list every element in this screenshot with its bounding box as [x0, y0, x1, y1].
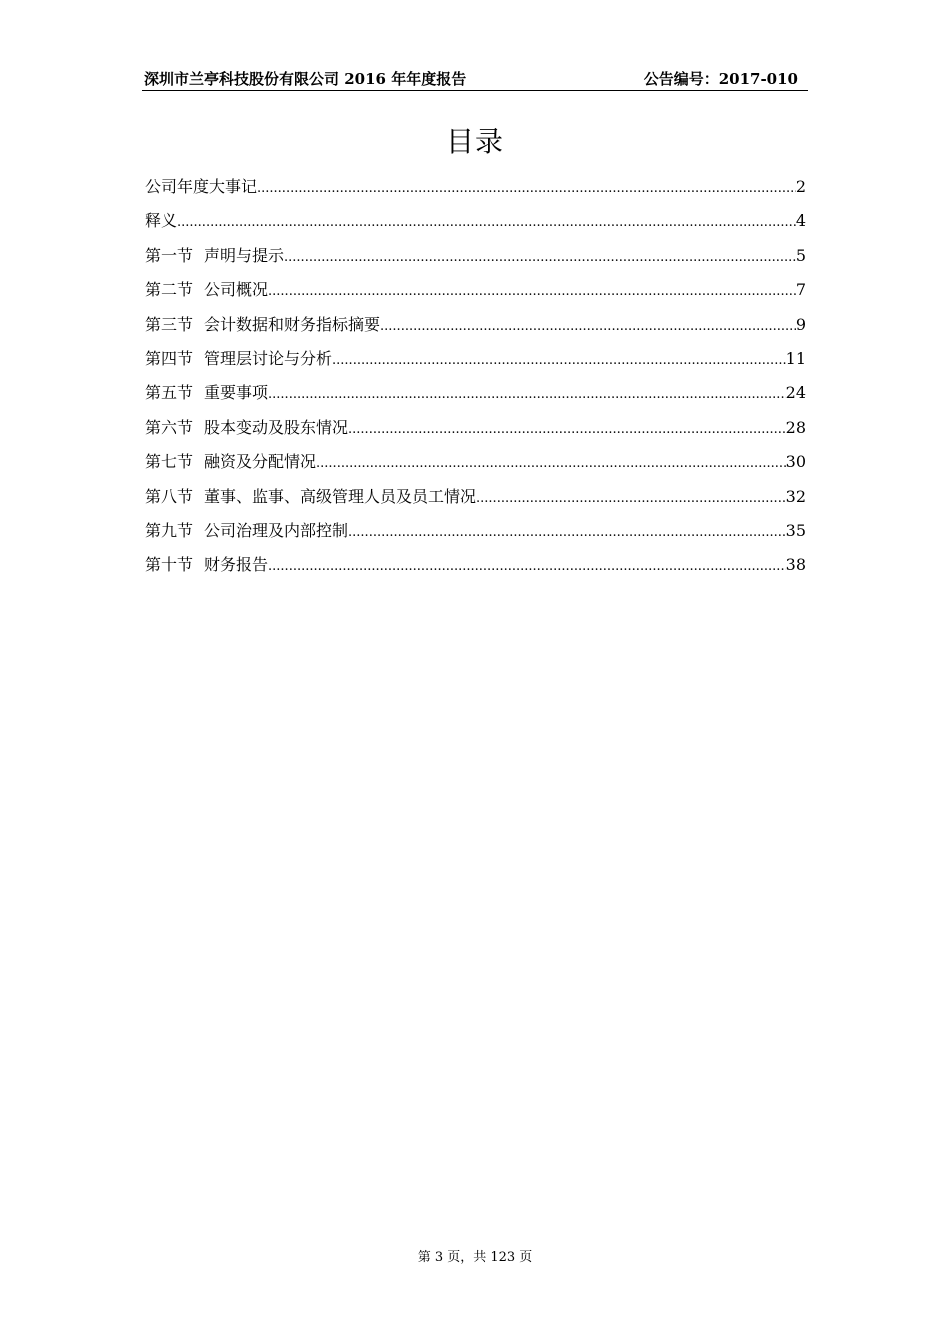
- toc-page-number: 32: [785, 486, 806, 506]
- toc-page-number: 4: [795, 211, 806, 231]
- page-footer: 第 3 页，共 123 页: [417, 1250, 533, 1265]
- toc-section-title: 公司治理及内部控制: [204, 520, 349, 540]
- toc-section-title: 声明与提示: [204, 245, 285, 265]
- toc-item-label: [145, 210, 177, 232]
- toc-leader-dots: [268, 556, 786, 578]
- announcement-number: 公告编号：2017-010: [643, 70, 798, 88]
- toc-item-label: [145, 486, 476, 508]
- toc-leader-dots: [348, 419, 786, 441]
- toc-section-number: 第八节: [145, 486, 194, 506]
- toc-item-label: [145, 382, 268, 404]
- toc-item[interactable]: [145, 382, 806, 416]
- toc-leader-dots: [284, 247, 796, 269]
- toc-page-number: 11: [785, 348, 806, 368]
- toc-item-label: [145, 451, 316, 473]
- toc-page-number: 35: [785, 520, 806, 540]
- table-of-contents: [145, 176, 806, 589]
- toc-item[interactable]: [145, 554, 806, 588]
- toc-item-label: [145, 176, 257, 198]
- toc-item-label: [145, 417, 348, 439]
- toc-section-number: 第三节: [145, 314, 194, 334]
- report-title: 深圳市兰亭科技股份有限公司 2016 年年度报告: [144, 70, 467, 88]
- toc-section-title: 释义: [145, 211, 178, 231]
- toc-item[interactable]: [145, 210, 806, 244]
- toc-item-label: [145, 554, 268, 576]
- toc-section-number: 第二节: [145, 280, 194, 300]
- toc-leader-dots: [268, 384, 786, 406]
- toc-page-number: 30: [785, 452, 806, 472]
- toc-page-number: 38: [785, 555, 806, 575]
- toc-section-title: 重要事项: [204, 383, 269, 403]
- toc-section-title: 股本变动及股东情况: [204, 417, 349, 437]
- toc-section-number: 第五节: [145, 383, 194, 403]
- toc-item[interactable]: [145, 245, 806, 279]
- toc-item[interactable]: [145, 348, 806, 382]
- toc-page-number: 5: [795, 245, 806, 265]
- toc-page-number: 2: [795, 177, 806, 196]
- toc-item[interactable]: [145, 314, 806, 348]
- toc-item-label: [145, 279, 268, 301]
- toc-section-number: 第一节: [145, 245, 194, 265]
- toc-item[interactable]: [145, 486, 806, 520]
- toc-section-title: 会计数据和财务指标摘要: [204, 314, 381, 334]
- toc-section-number: 第四节: [145, 348, 194, 368]
- toc-item-label: [145, 348, 332, 370]
- toc-leader-dots: [348, 522, 786, 544]
- toc-leader-dots: [257, 178, 796, 200]
- toc-leader-dots: [332, 350, 786, 372]
- toc-leader-dots: [380, 316, 796, 338]
- toc-page-number: 9: [795, 314, 806, 334]
- toc-page-number: 24: [785, 383, 806, 403]
- toc-leader-dots: [177, 212, 796, 234]
- toc-item[interactable]: [145, 417, 806, 451]
- toc-page-number: 28: [785, 417, 806, 437]
- toc-section-number: 第六节: [145, 417, 194, 437]
- toc-section-title: 公司概况: [204, 280, 269, 300]
- toc-title: 目录: [445, 125, 504, 158]
- toc-section-title: 融资及分配情况: [204, 452, 317, 472]
- page-header: [142, 66, 808, 91]
- toc-item[interactable]: [145, 520, 806, 554]
- toc-section-title: 公司年度大事记: [145, 177, 258, 196]
- toc-item-label: [145, 520, 348, 542]
- toc-section-title: 管理层讨论与分析: [204, 348, 333, 368]
- toc-item[interactable]: [145, 176, 806, 210]
- toc-item[interactable]: [145, 279, 806, 313]
- toc-leader-dots: [476, 488, 786, 510]
- toc-section-number: 第九节: [145, 520, 194, 540]
- toc-page-number: 7: [795, 280, 806, 300]
- toc-item-label: [145, 314, 380, 336]
- toc-item-label: [145, 245, 284, 267]
- toc-section-title: 财务报告: [204, 555, 269, 575]
- toc-section-number: 第十节: [145, 555, 194, 575]
- toc-leader-dots: [316, 453, 786, 475]
- toc-section-number: 第七节: [145, 452, 194, 472]
- toc-section-title: 董事、监事、高级管理人员及员工情况: [204, 486, 477, 506]
- toc-leader-dots: [268, 281, 796, 303]
- toc-item[interactable]: [145, 451, 806, 485]
